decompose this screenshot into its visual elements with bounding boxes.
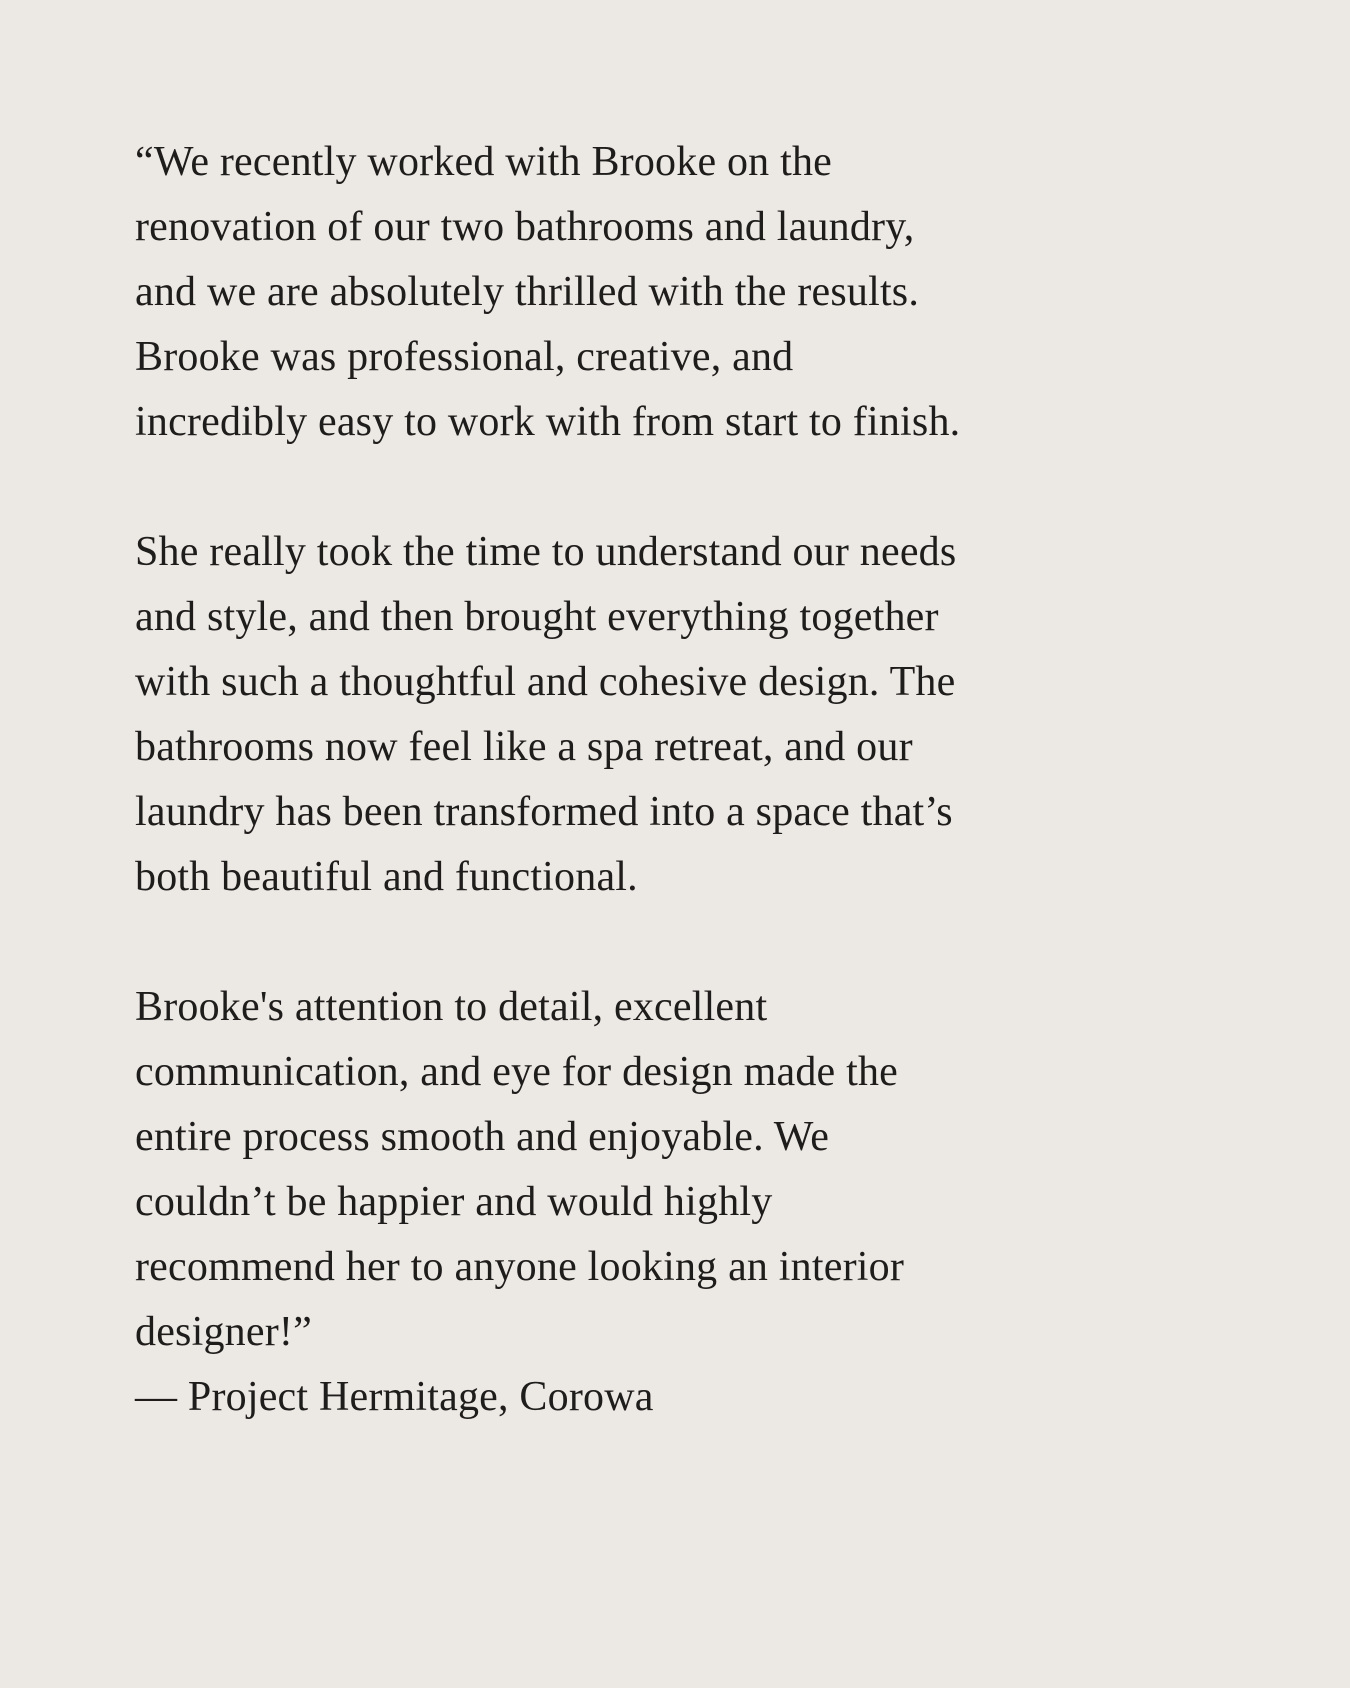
testimonial-paragraph-2: She really took the time to understand our needs and style, and then brought everything together with such a thoughtful and cohesive design. The bathrooms now feel like a spa retreat, and our laundry has been transformed into a space that’s both beautiful and functional. (135, 529, 957, 900)
testimonial-attribution: — Project Hermitage, Corowa (135, 1374, 654, 1420)
testimonial-paragraph-1: “We recently worked with Brooke on the renovation of our two bathrooms and laundry, and we are absolutely thrilled with the results. Brooke was professional, creative, and incredibly easy to work with from start to finish. (135, 139, 961, 445)
testimonial-paragraph-3: Brooke's attention to detail, excellent communication, and eye for design made the entire process smooth and enjoyable. We couldn’t be happier and would highly recommend her to anyone looking an interior designer!” (135, 984, 905, 1355)
testimonial-quote (135, 130, 975, 1430)
